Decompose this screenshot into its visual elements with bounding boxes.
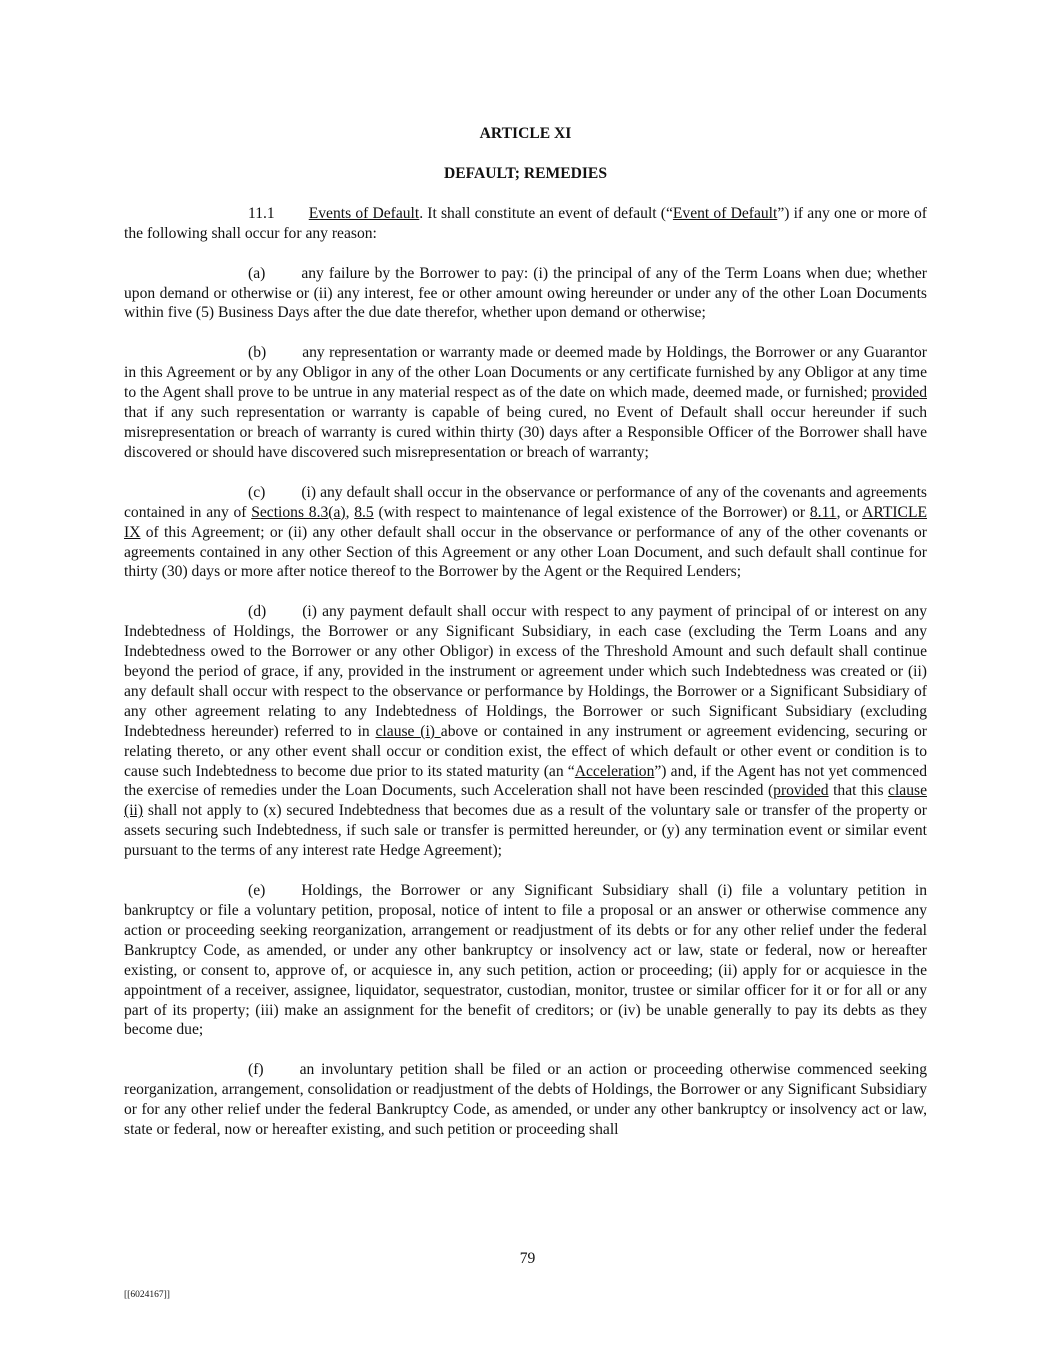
clause-label: (c) <box>248 483 266 501</box>
cross-reference: 8.11 <box>809 503 837 521</box>
article-heading: ARTICLE XI <box>479 125 572 142</box>
defined-term-event-of-default: Event of Default <box>672 204 778 222</box>
provided-term: provided <box>871 384 927 402</box>
document-page <box>124 124 927 1156</box>
article-title: DEFAULT; REMEDIES <box>443 164 608 182</box>
clause-label: (d) <box>248 603 267 621</box>
clause-d: (d) (i) any payment default shall occur with respect to any payment of principal of or interest on any Indebtedness of Holdings, the Borrower or any Significant Subsidiary, in each case (excluding the Term Loans and any Indebtedness owed to the Borrower or any other Obligor) in excess of the Threshold Amount and such default shall continue beyond the period of grace, if any, provided in the instrument or agreement under which such Indebtedness was created or (ii) any default shall occur with respect to the observance or performance by Holdings, the Borrower or a Significant Subsidiary of any other agreement relating to any Indebtedness of Holdings, the Borrower or such Significant Subsidiary (excluding Indebtedness hereunder) referred to in clause (i) above or contained in any instrument or agreement evidencing, securing or relating thereto, or any other event shall occur or condition exist, the effect of which default or other event or condition is to cause such Indebtedness to become due prior to its stated maturity (an “Acceleration”) and, if the Agent has not yet commenced the exercise of remedies under the Loan Documents, such Acceleration shall not have been rescinded (provided that this clause (ii) shall not apply to (x) secured Indebtedness that becomes due as a result of the voluntary sale or transfer of the property or assets securing such Indebtedness, if such sale or transfer is permitted hereunder, or (y) any termination event or similar event pursuant to the terms of any interest rate Hedge Agreement); <box>124 603 928 860</box>
clause-label: (e) <box>248 882 266 900</box>
clause-label: (b) <box>248 344 267 362</box>
clause-a: (a) any failure by the Borrower to pay: (i) the principal of any of the Term Loans when due; whether upon demand or otherwise or (ii) any interest, fee or other amount owing hereunder or under any of the other Loan Documents within five (5) Business Days after the due date therefor, whether upon demand or otherwise; <box>124 264 927 322</box>
clause-c: (c) (i) any default shall occur in the observance or performance of any of the covenants and agreements contained in any of Sections 8.3(a), 8.5 (with respect to maintenance of legal existence of the Borrower) or 8.11, or ARTICLE IX of this Agreement; or (ii) any other default shall occur in the observance or performance of any of the other covenants or agreements contained in any other Section of this Agreement or any other Loan Document, and such default shall continue for thirty (30) days or more after notice thereof to the Borrower by the Agent or the Required Lenders; <box>124 483 928 581</box>
clause-f: (f) an involuntary petition shall be filed or an action or proceeding otherwise commenced seeking reorganization, arrangement, consolidation or readjustment of the debts of Holdings, the Borrower or any Significant Subsidiary or for any other relief under the federal Bankruptcy Code, as amended, or under any other bankruptcy or insolvency act or law, state or federal, now or hereafter existing, and such petition or proceeding shall <box>124 1061 927 1139</box>
cross-reference: clause (ii) <box>124 782 927 820</box>
clause-label: (f) <box>248 1061 264 1079</box>
clause-label: (a) <box>248 264 266 282</box>
document-id: [[6024167]] <box>124 1290 170 1300</box>
cross-reference: Sections 8.3(a) <box>251 503 346 521</box>
cross-reference: ARTICLE IX <box>124 503 928 541</box>
page-number: 79 <box>519 1250 536 1267</box>
section-title: Events of Default <box>308 204 420 222</box>
cross-reference: clause (i) <box>375 722 441 740</box>
clause-e: (e) Holdings, the Borrower or any Significant Subsidiary shall (i) file a voluntary petition in bankruptcy or file a voluntary petition, proposal, notice of intent to file a proposal or an answer or otherwise commence any action or proceeding seeking reorganization, arrangement or readjustment of its debts or for any other relief under the federal Bankruptcy Code, as amended, or under any other bankruptcy or insolvency act or law, state or federal, now or hereafter existing, or consent to, approve of, or acquiesce in, any such petition, action or proceeding; (ii) apply for or acquiesce in the appointment of a receiver, assignee, liquidator, sequestrator, custodian, monitor, trustee or similar officer for it or for all or any part of its property; (iii) make an assignment for the benefit of creditors; or (iv) be unable generally to pay its debts as they become due; <box>124 882 927 1039</box>
section-11-1-intro: 11.1 Events of Default. It shall constitute an event of default (“Event of Default”) if any one or more of the following shall occur for any reason: <box>124 204 927 242</box>
clause-b: (b) any representation or warranty made or deemed made by Holdings, the Borrower or any Guarantor in this Agreement or by any Obligor in any of the other Loan Documents or any certificate furnished by any Obligor at any time to the Agent shall prove to be untrue in any material respect as of the date on which made, deemed made, or furnished; provided that if any such representation or warranty is capable of being cured, no Event of Default shall occur hereunder if such misrepresentation or breach of warranty is cured within thirty (30) days after a Responsible Officer of the Borrower shall have discovered or should have discovered such misrepresentation or breach of warranty; <box>124 344 927 461</box>
section-number: 11.1 <box>248 204 275 222</box>
defined-term-acceleration: Acceleration <box>574 762 655 780</box>
provided-term: provided <box>773 782 829 800</box>
cross-reference: 8.5 <box>354 503 374 521</box>
